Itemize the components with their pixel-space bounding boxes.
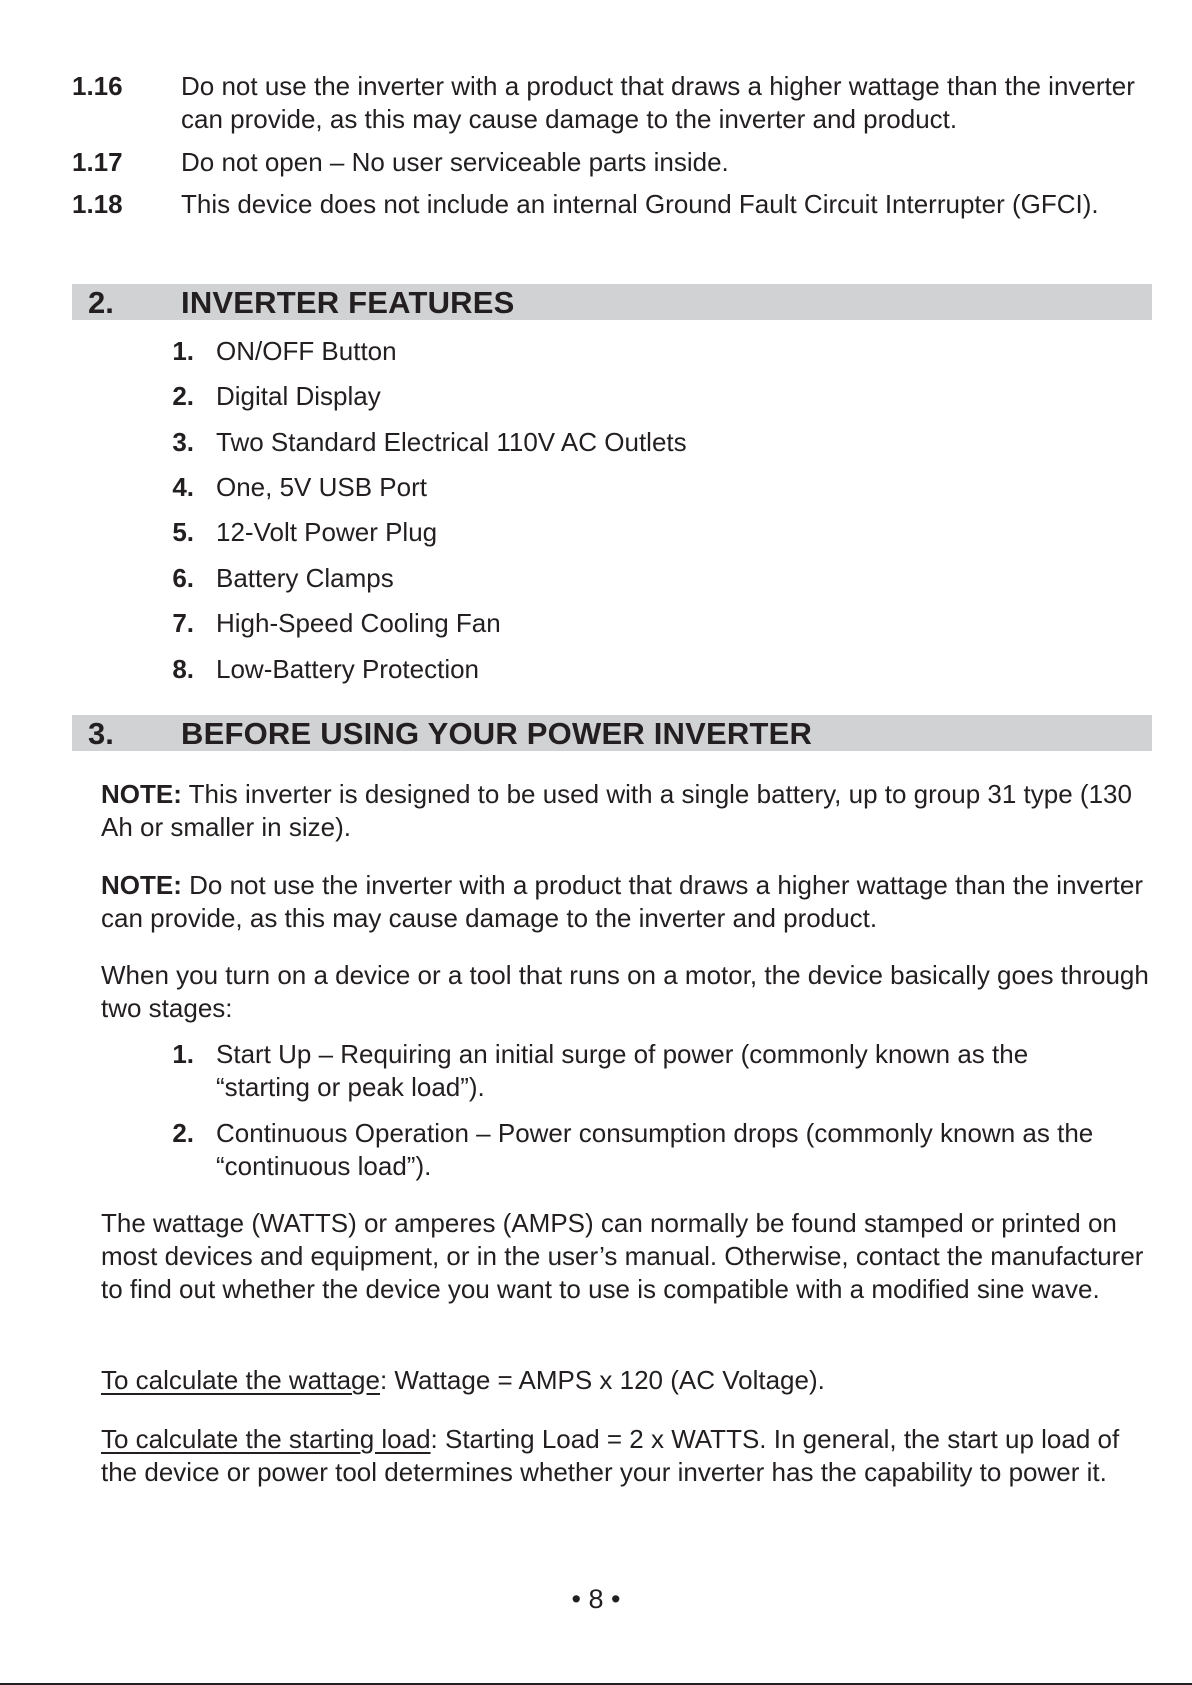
section-header-inverter-features [72, 284, 1152, 320]
note-text: This inverter is designed to be used with a single battery, up to group 31 type (130 Ah or smaller in size). [101, 779, 1132, 842]
feature-item [168, 516, 437, 549]
feature-text: ON/OFF Button [216, 336, 397, 366]
feature-item [168, 653, 479, 686]
wattage-info: The wattage (WATTS) or amperes (AMPS) can normally be found stamped or printed on most devices and equipment, or in the user’s manual. Otherwise, contact the manufacturer to find out whether the device you want to use is compatible with a modified sine wave. [101, 1208, 1144, 1304]
feature-text: Digital Display [216, 381, 381, 411]
safety-item-1-18 [72, 188, 1162, 221]
item-number: 1.16 [72, 71, 123, 101]
feature-text: Two Standard Electrical 110V AC Outlets [216, 427, 687, 457]
feature-text: Battery Clamps [216, 563, 394, 593]
feature-text: One, 5V USB Port [216, 472, 427, 502]
note-label: NOTE: [101, 870, 182, 900]
feature-number: 3. [172, 427, 194, 457]
feature-item [168, 380, 381, 413]
calc-text: : Wattage = AMPS x 120 (AC Voltage). [379, 1365, 825, 1395]
section-number: 2. [88, 285, 114, 320]
note-wattage [101, 869, 1161, 935]
stage-item [168, 1038, 1128, 1104]
feature-number: 8. [172, 654, 194, 684]
calc-starting-load [101, 1423, 1161, 1489]
safety-item-1-17 [72, 146, 1162, 179]
item-number: 1.18 [72, 189, 123, 219]
stages-intro: When you turn on a device or a tool that runs on a motor, the device basically goes through two stages: [101, 960, 1149, 1023]
item-number: 1.17 [72, 147, 123, 177]
section-title: INVERTER FEATURES [181, 285, 515, 320]
note-label: NOTE: [101, 779, 182, 809]
safety-item-1-16 [72, 70, 1162, 136]
feature-text: 12-Volt Power Plug [216, 517, 438, 547]
item-text: This device does not include an internal Ground Fault Circuit Interrupter (GFCI). [181, 189, 1099, 219]
item-text: Do not open – No user serviceable parts inside. [181, 147, 729, 177]
feature-number: 2. [172, 381, 194, 411]
section-number: 3. [88, 716, 114, 751]
page-number: • 8 • [571, 1584, 621, 1614]
feature-item [168, 471, 427, 504]
stage-text: Continuous Operation – Power consumption drops (commonly known as the “continuous load”). [216, 1118, 1094, 1181]
item-text: Do not use the inverter with a product that draws a higher wattage than the inverter can provide, as this may cause damage to the inverter and product. [181, 71, 1135, 134]
stage-text: Start Up – Requiring an initial surge of power (commonly known as the “starting or peak load”). [216, 1039, 1029, 1102]
stage-number: 1. [172, 1039, 194, 1069]
feature-number: 6. [172, 563, 194, 593]
calc-label: To calculate the wattage [101, 1365, 380, 1395]
note-text: Do not use the inverter with a product that draws a higher wattage than the inverter can provide, as this may cause damage to the inverter and product. [101, 870, 1143, 933]
calc-label: To calculate the starting load [101, 1424, 431, 1454]
feature-text: High-Speed Cooling Fan [216, 608, 501, 638]
section-title: BEFORE USING YOUR POWER INVERTER [181, 716, 813, 751]
feature-item [168, 562, 394, 595]
feature-number: 7. [172, 608, 194, 638]
feature-item [168, 426, 687, 459]
section-header-before-using [72, 715, 1152, 751]
feature-number: 5. [172, 517, 194, 547]
feature-number: 4. [172, 472, 194, 502]
calc-text: : Starting Load = 2 x WATTS. In general, the start up load of the device or power tool determines whether your inverter has the capability to power it. [101, 1424, 1120, 1487]
stage-item [168, 1117, 1128, 1183]
calc-wattage [101, 1364, 1161, 1397]
note-battery [101, 778, 1161, 844]
feature-number: 1. [172, 336, 194, 366]
stage-number: 2. [172, 1118, 194, 1148]
feature-item [168, 607, 501, 640]
feature-item [168, 335, 397, 368]
feature-text: Low-Battery Protection [216, 654, 480, 684]
